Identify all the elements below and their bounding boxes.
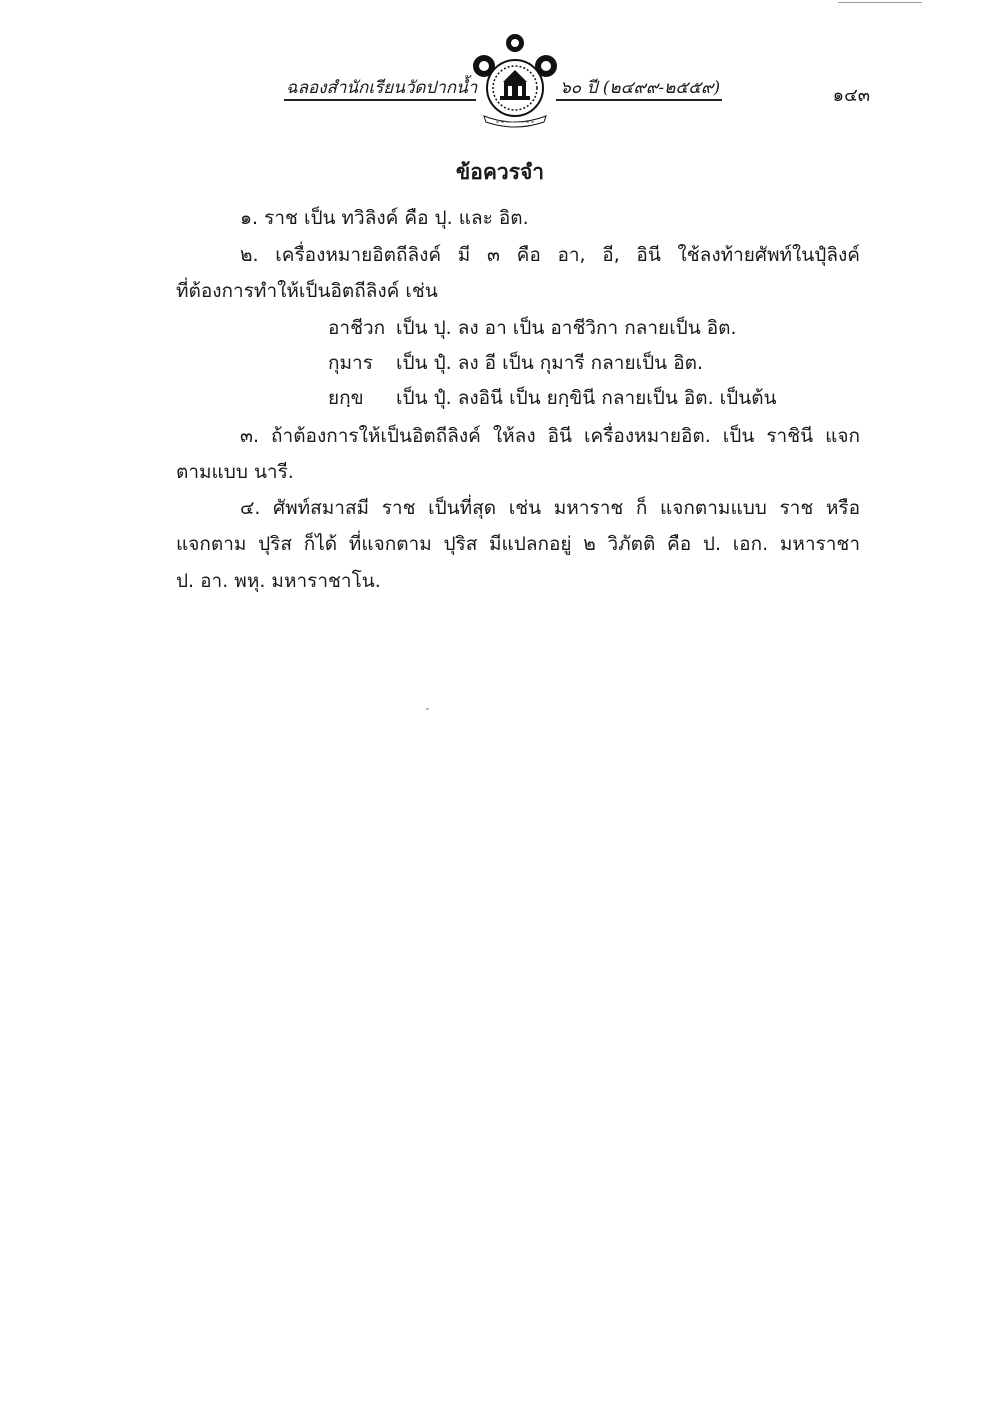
item-1-line-1: ๑. ราช เป็น ทวิลิงค์ คือ ปุ. และ อิต. — [240, 207, 529, 229]
top-edge-rule — [838, 2, 922, 3]
item-2-line-2: ที่ต้องการทำให้เป็นอิตถีลิงค์ เช่น — [176, 280, 438, 302]
page-title: ข้อควรจำ — [455, 160, 545, 184]
example-word: อาชีวก — [328, 317, 386, 339]
header-underline-right — [556, 99, 722, 101]
example-row — [328, 350, 703, 376]
example-text: เป็น ปุํ. ลง อี เป็น กุมารี กลายเป็น อิต. — [396, 352, 703, 374]
example-text: เป็น ปุํ. ลงอินี เป็น ยกฺขินี กลายเป็น อิต. เป็นต้น — [396, 387, 777, 409]
item-4-line-3: ป. อา. พหุ. มหาราชาโน. — [176, 570, 381, 592]
item-3-line-2: ตามแบบ นารี. — [176, 461, 294, 483]
school-seal-icon — [470, 32, 560, 132]
example-text: เป็น ปุ. ลง อา เป็น อาชีวิกา กลายเป็น อิต. — [396, 317, 737, 339]
item-3-line-1: ๓. ถ้าต้องการให้เป็นอิตถีลิงค์ ให้ลง อินี เครื่องหมายอิต. เป็น ราชินี แจก — [240, 425, 860, 447]
scan-speck — [426, 708, 429, 710]
example-row — [328, 385, 777, 411]
example-row — [328, 315, 737, 341]
item-2-line-1: ๒. เครื่องหมายอิตถีลิงค์ มี ๓ คือ อา, อี, อินี ใช้ลงท้ายศัพท์ในปุํลิงค์ — [240, 244, 860, 266]
header-underline-left — [284, 99, 476, 101]
item-4-line-1: ๔. ศัพท์สมาสมี ราช เป็นที่สุด เช่น มหาราช ก็ แจกตามแบบ ราช หรือ — [240, 497, 860, 519]
item-4-line-2: แจกตาม ปุริส ก็ได้ ที่แจกตาม ปุริส มีแปลกอยู่ ๒ วิภัตติ คือ ป. เอก. มหาราชา — [176, 533, 860, 555]
header-right-text: ๖๐ ปี (๒๔๙๙-๒๕๕๙) — [560, 78, 721, 98]
example-word: ยกฺข — [328, 387, 364, 409]
example-word: กุมาร — [328, 352, 373, 374]
page-number: ๑๔๓ — [832, 85, 870, 106]
header-left-text: ฉลองสำนักเรียนวัดปากน้ำ — [286, 78, 478, 98]
